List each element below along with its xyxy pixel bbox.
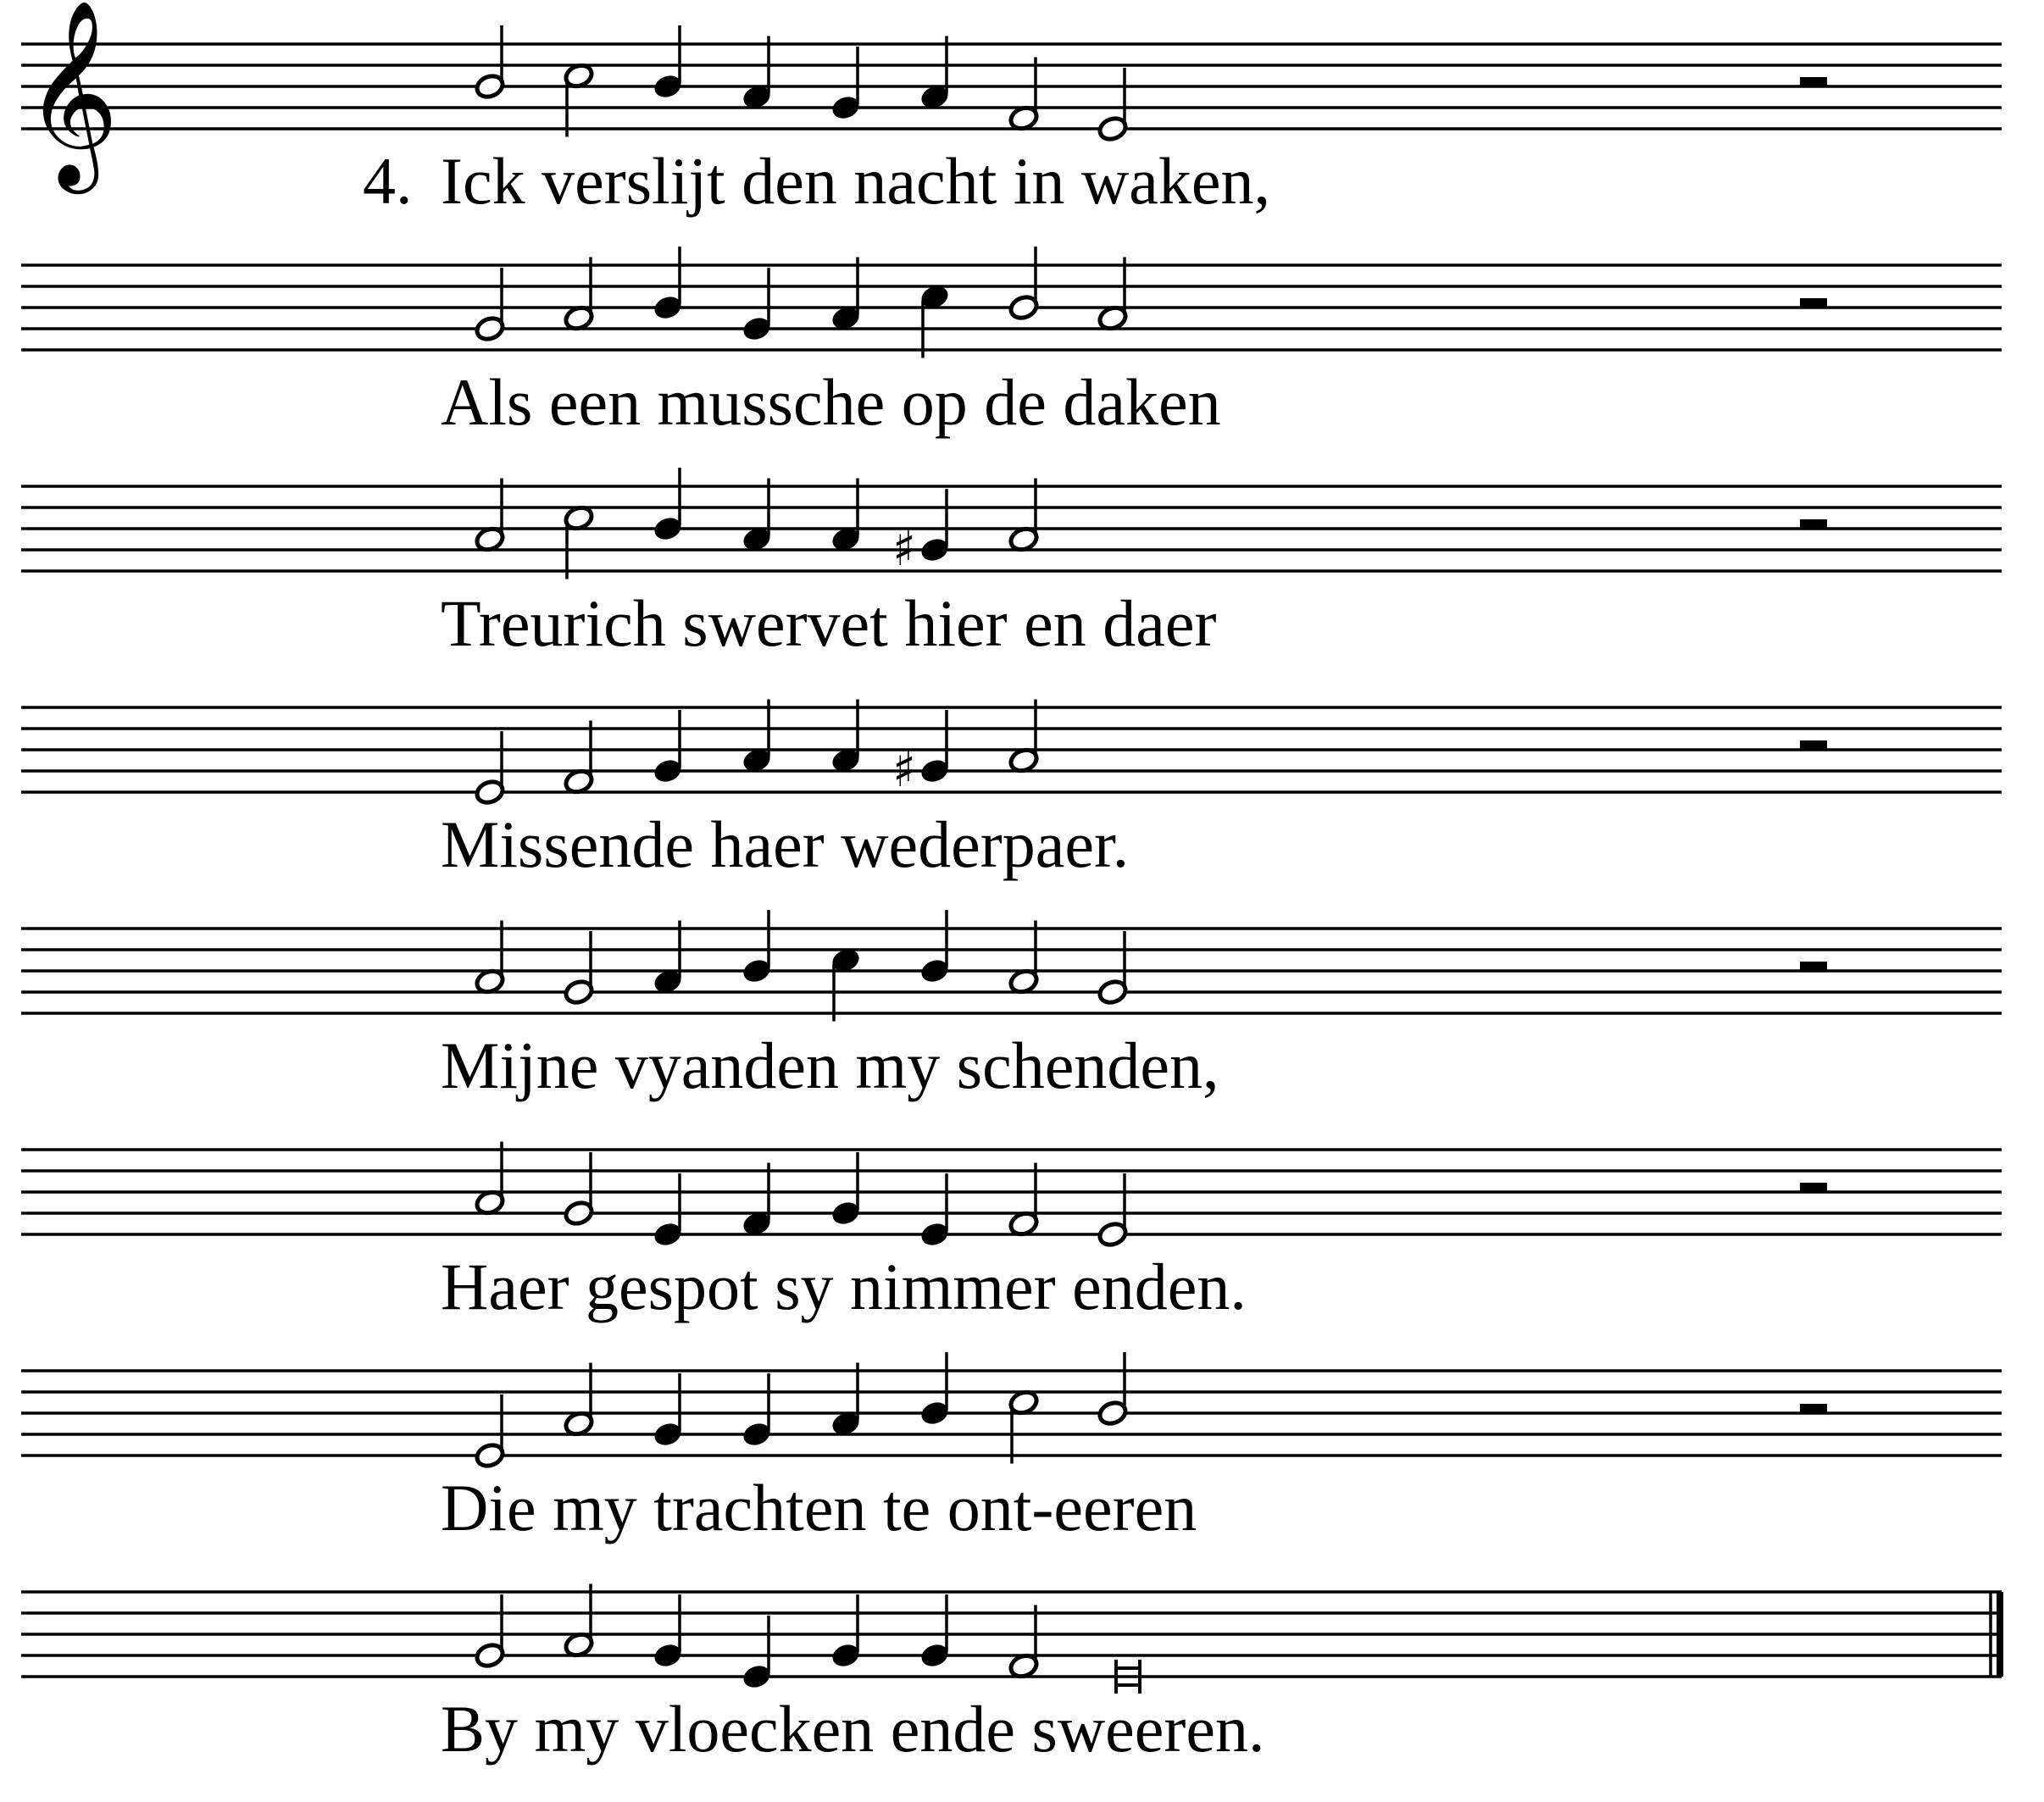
note (741, 910, 772, 984)
note (474, 1594, 505, 1669)
note (474, 1142, 505, 1217)
note (1008, 479, 1039, 553)
lyric-line: Die my trachten te ont-eeren (441, 1471, 1197, 1544)
note (1008, 1163, 1039, 1238)
note (563, 721, 594, 796)
staff-system (21, 247, 2002, 439)
note (1097, 258, 1128, 332)
staff-system (21, 910, 2002, 1102)
note (1097, 931, 1128, 1006)
note (919, 1173, 950, 1248)
note (741, 268, 772, 342)
half-rest-icon (1800, 1404, 1827, 1413)
score-systems (21, 0, 2003, 1766)
note (741, 479, 772, 553)
note (563, 504, 594, 579)
lyric-line: Mijne vyanden my schenden, (441, 1029, 1219, 1102)
note (1008, 1389, 1039, 1463)
half-rest-icon (1800, 740, 1827, 750)
note (830, 479, 861, 553)
staff-system (21, 0, 2002, 218)
note (830, 1363, 861, 1438)
note (919, 283, 950, 358)
half-rest-icon (1800, 298, 1827, 308)
note (652, 247, 683, 321)
note (474, 1394, 505, 1469)
note (1097, 1173, 1128, 1248)
note (474, 479, 505, 553)
note (830, 1594, 861, 1669)
note (741, 700, 772, 774)
staff-system (21, 468, 2002, 660)
lyric-line: Missende haer wederpaer. (441, 807, 1130, 881)
note (1008, 1605, 1039, 1680)
note (830, 700, 861, 774)
staff-system (21, 1352, 2002, 1544)
note (652, 710, 683, 785)
note (652, 1594, 683, 1669)
lyric-line: Haer gespot sy nimmer enden. (441, 1250, 1247, 1323)
note (830, 47, 861, 121)
half-rest-icon (1800, 519, 1827, 529)
note (919, 910, 950, 984)
note (919, 36, 950, 111)
note (1008, 247, 1039, 321)
note (1097, 68, 1128, 142)
note (652, 921, 683, 995)
thick-barline (1997, 1592, 2003, 1677)
note (1008, 700, 1039, 774)
note (919, 1594, 950, 1669)
note (652, 1173, 683, 1248)
note (652, 468, 683, 542)
note (563, 62, 594, 136)
sharp-icon: ♯ (892, 519, 917, 577)
note (652, 1373, 683, 1448)
note (474, 921, 505, 995)
note (830, 258, 861, 332)
lyric-line: Ick verslijt den nacht in waken, (441, 144, 1270, 218)
note (474, 25, 505, 100)
lyric-line: Als een mussche op de daken (441, 365, 1221, 439)
note (830, 1152, 861, 1227)
note (474, 268, 505, 342)
lyric-line: By my vloecken ende sweeren. (441, 1692, 1265, 1766)
staff-system (21, 1584, 2003, 1766)
note (1008, 58, 1039, 132)
note (563, 258, 594, 332)
note (741, 1163, 772, 1238)
note (1097, 1352, 1128, 1427)
note (1008, 921, 1039, 995)
lyric-line: Treurich swervet hier en daer (441, 586, 1217, 660)
half-rest-icon (1800, 1183, 1827, 1192)
note (741, 1616, 772, 1690)
note (563, 1363, 594, 1438)
note (741, 36, 772, 111)
note (892, 489, 951, 577)
note (563, 1584, 594, 1659)
note (652, 25, 683, 100)
staff-system (21, 700, 2002, 882)
note (919, 1352, 950, 1427)
note (830, 946, 861, 1021)
verse-number: 4. (363, 144, 413, 218)
note (892, 710, 951, 798)
half-rest-icon (1800, 962, 1827, 971)
sharp-icon: ♯ (892, 740, 917, 798)
staff-system (21, 1142, 2002, 1324)
note (563, 1152, 594, 1227)
note (563, 931, 594, 1006)
note (474, 731, 505, 806)
treble-clef-icon: 𝄞 (24, 0, 119, 186)
half-rest-icon (1800, 77, 1827, 86)
note (741, 1373, 772, 1448)
